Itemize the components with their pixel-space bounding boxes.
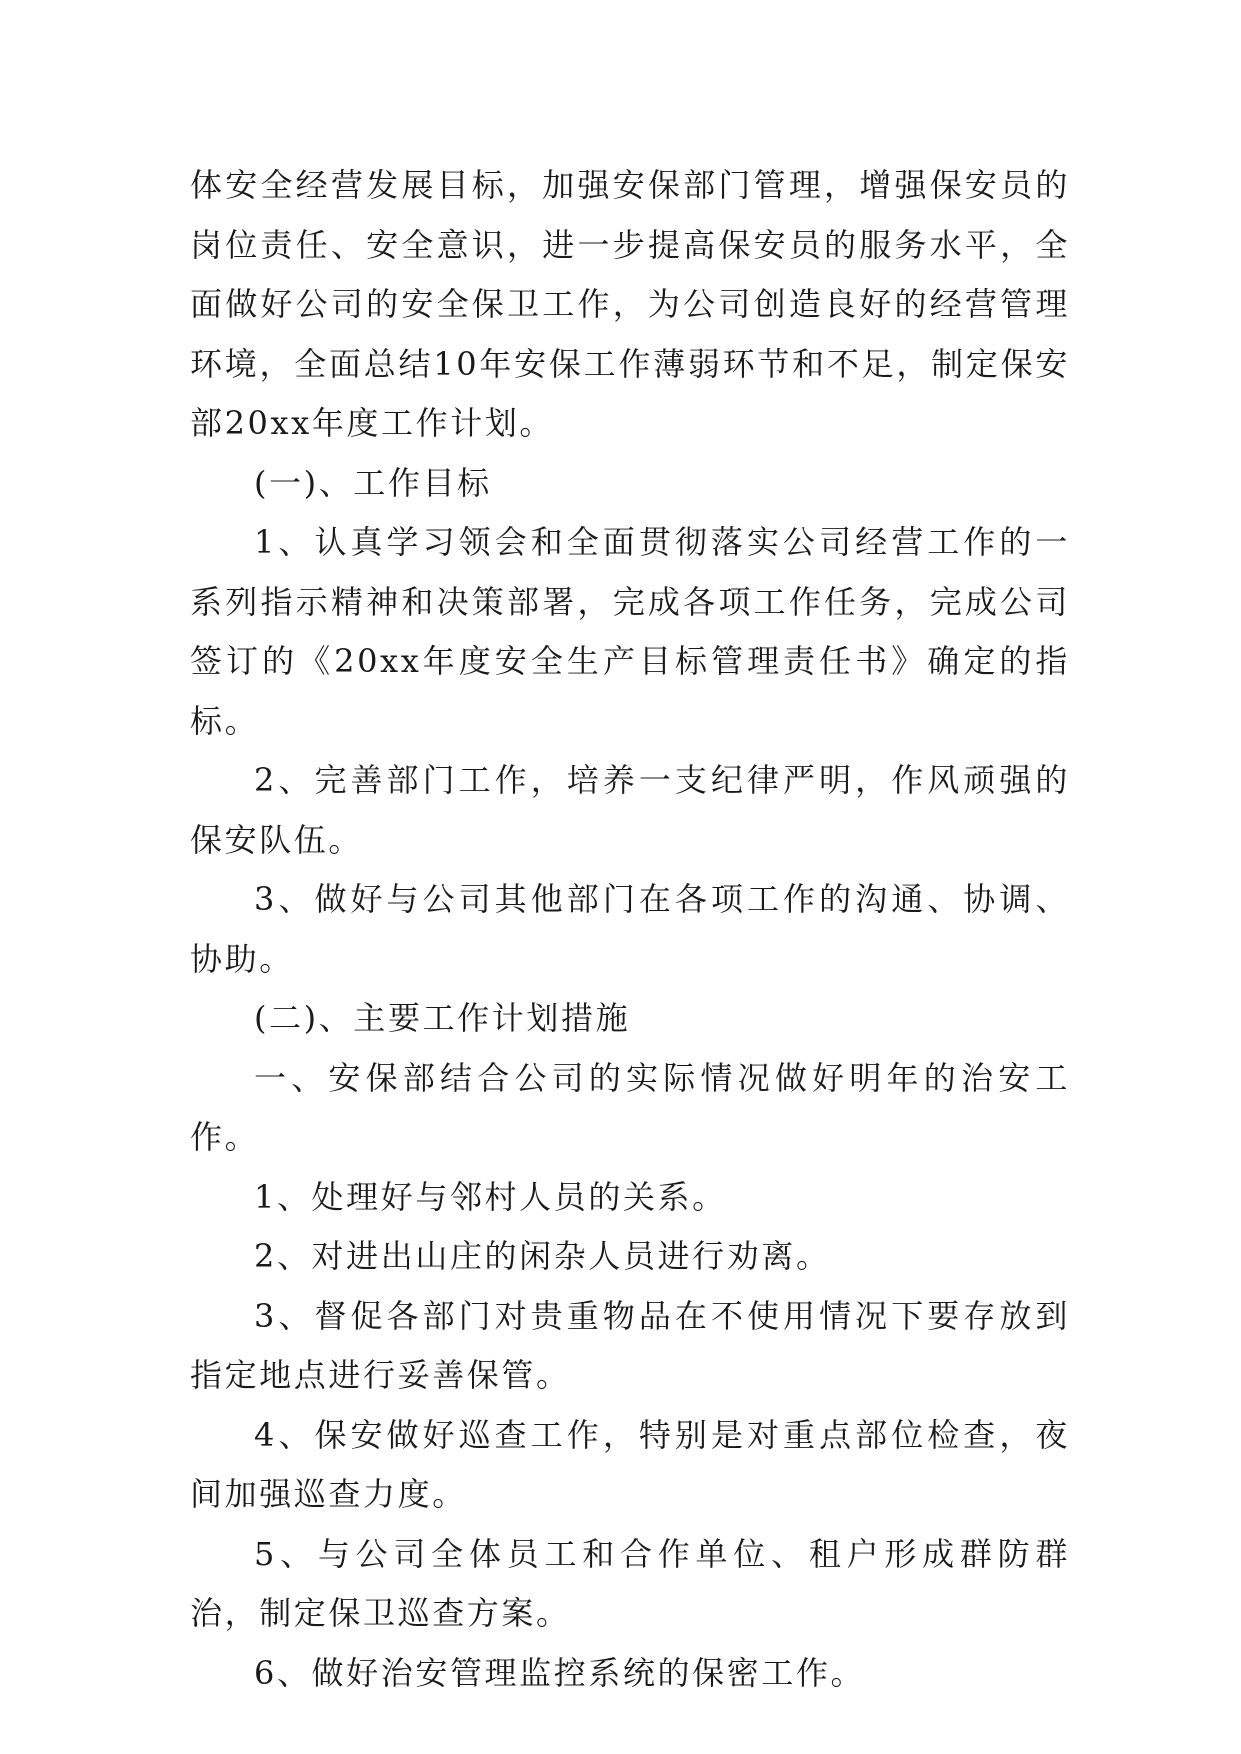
- measure-item-5: 5、与公司全体员工和合作单位、租户形成群防群治，制定保卫巡查方案。: [190, 1534, 1070, 1632]
- measure-item-1: 1、处理好与邻村人员的关系。: [254, 1177, 727, 1216]
- goal-item-2: 2、完善部门工作，培养一支纪律严明，作风顽强的保安队伍。: [190, 761, 1070, 859]
- measure-item-4: 4、保安做好巡查工作，特别是对重点部位检查，夜间加强巡查力度。: [190, 1415, 1070, 1513]
- measure-item-3: 3、督促各部门对贵重物品在不使用情况下要存放到指定地点进行妥善保管。: [190, 1296, 1070, 1394]
- section-heading-work-goals: (一)、工作目标: [254, 463, 492, 502]
- document-body: [190, 156, 1070, 1703]
- goal-item-1: 1、认真学习领会和全面贯彻落实公司经营工作的一系列指示精神和决策部署，完成各项工作任务，完成公司签订的《20xx年度安全生产目标管理责任书》确定的指标。: [190, 523, 1070, 740]
- section-heading-main-measures: (二)、主要工作计划措施: [254, 999, 631, 1037]
- measure-subheading-public-security: 一、安保部结合公司的实际情况做好明年的治安工作。: [190, 1058, 1070, 1156]
- measure-item-2: 2、对进出山庄的闲杂人员进行劝离。: [254, 1237, 831, 1275]
- measure-item-6: 6、做好治安管理监控系统的保密工作。: [254, 1653, 866, 1692]
- goal-item-3: 3、做好与公司其他部门在各项工作的沟通、协调、协助。: [190, 880, 1070, 978]
- paragraph-intro-continued: 体安全经营发展目标，加强安保部门管理，增强保安员的岗位责任、安全意识，进一步提高保安员的服务水平，全面做好公司的安全保卫工作，为公司创造良好的经营管理环境，全面总结10年安保工作薄弱环节和不足，制定保安部20xx年度工作计划。: [190, 166, 1070, 442]
